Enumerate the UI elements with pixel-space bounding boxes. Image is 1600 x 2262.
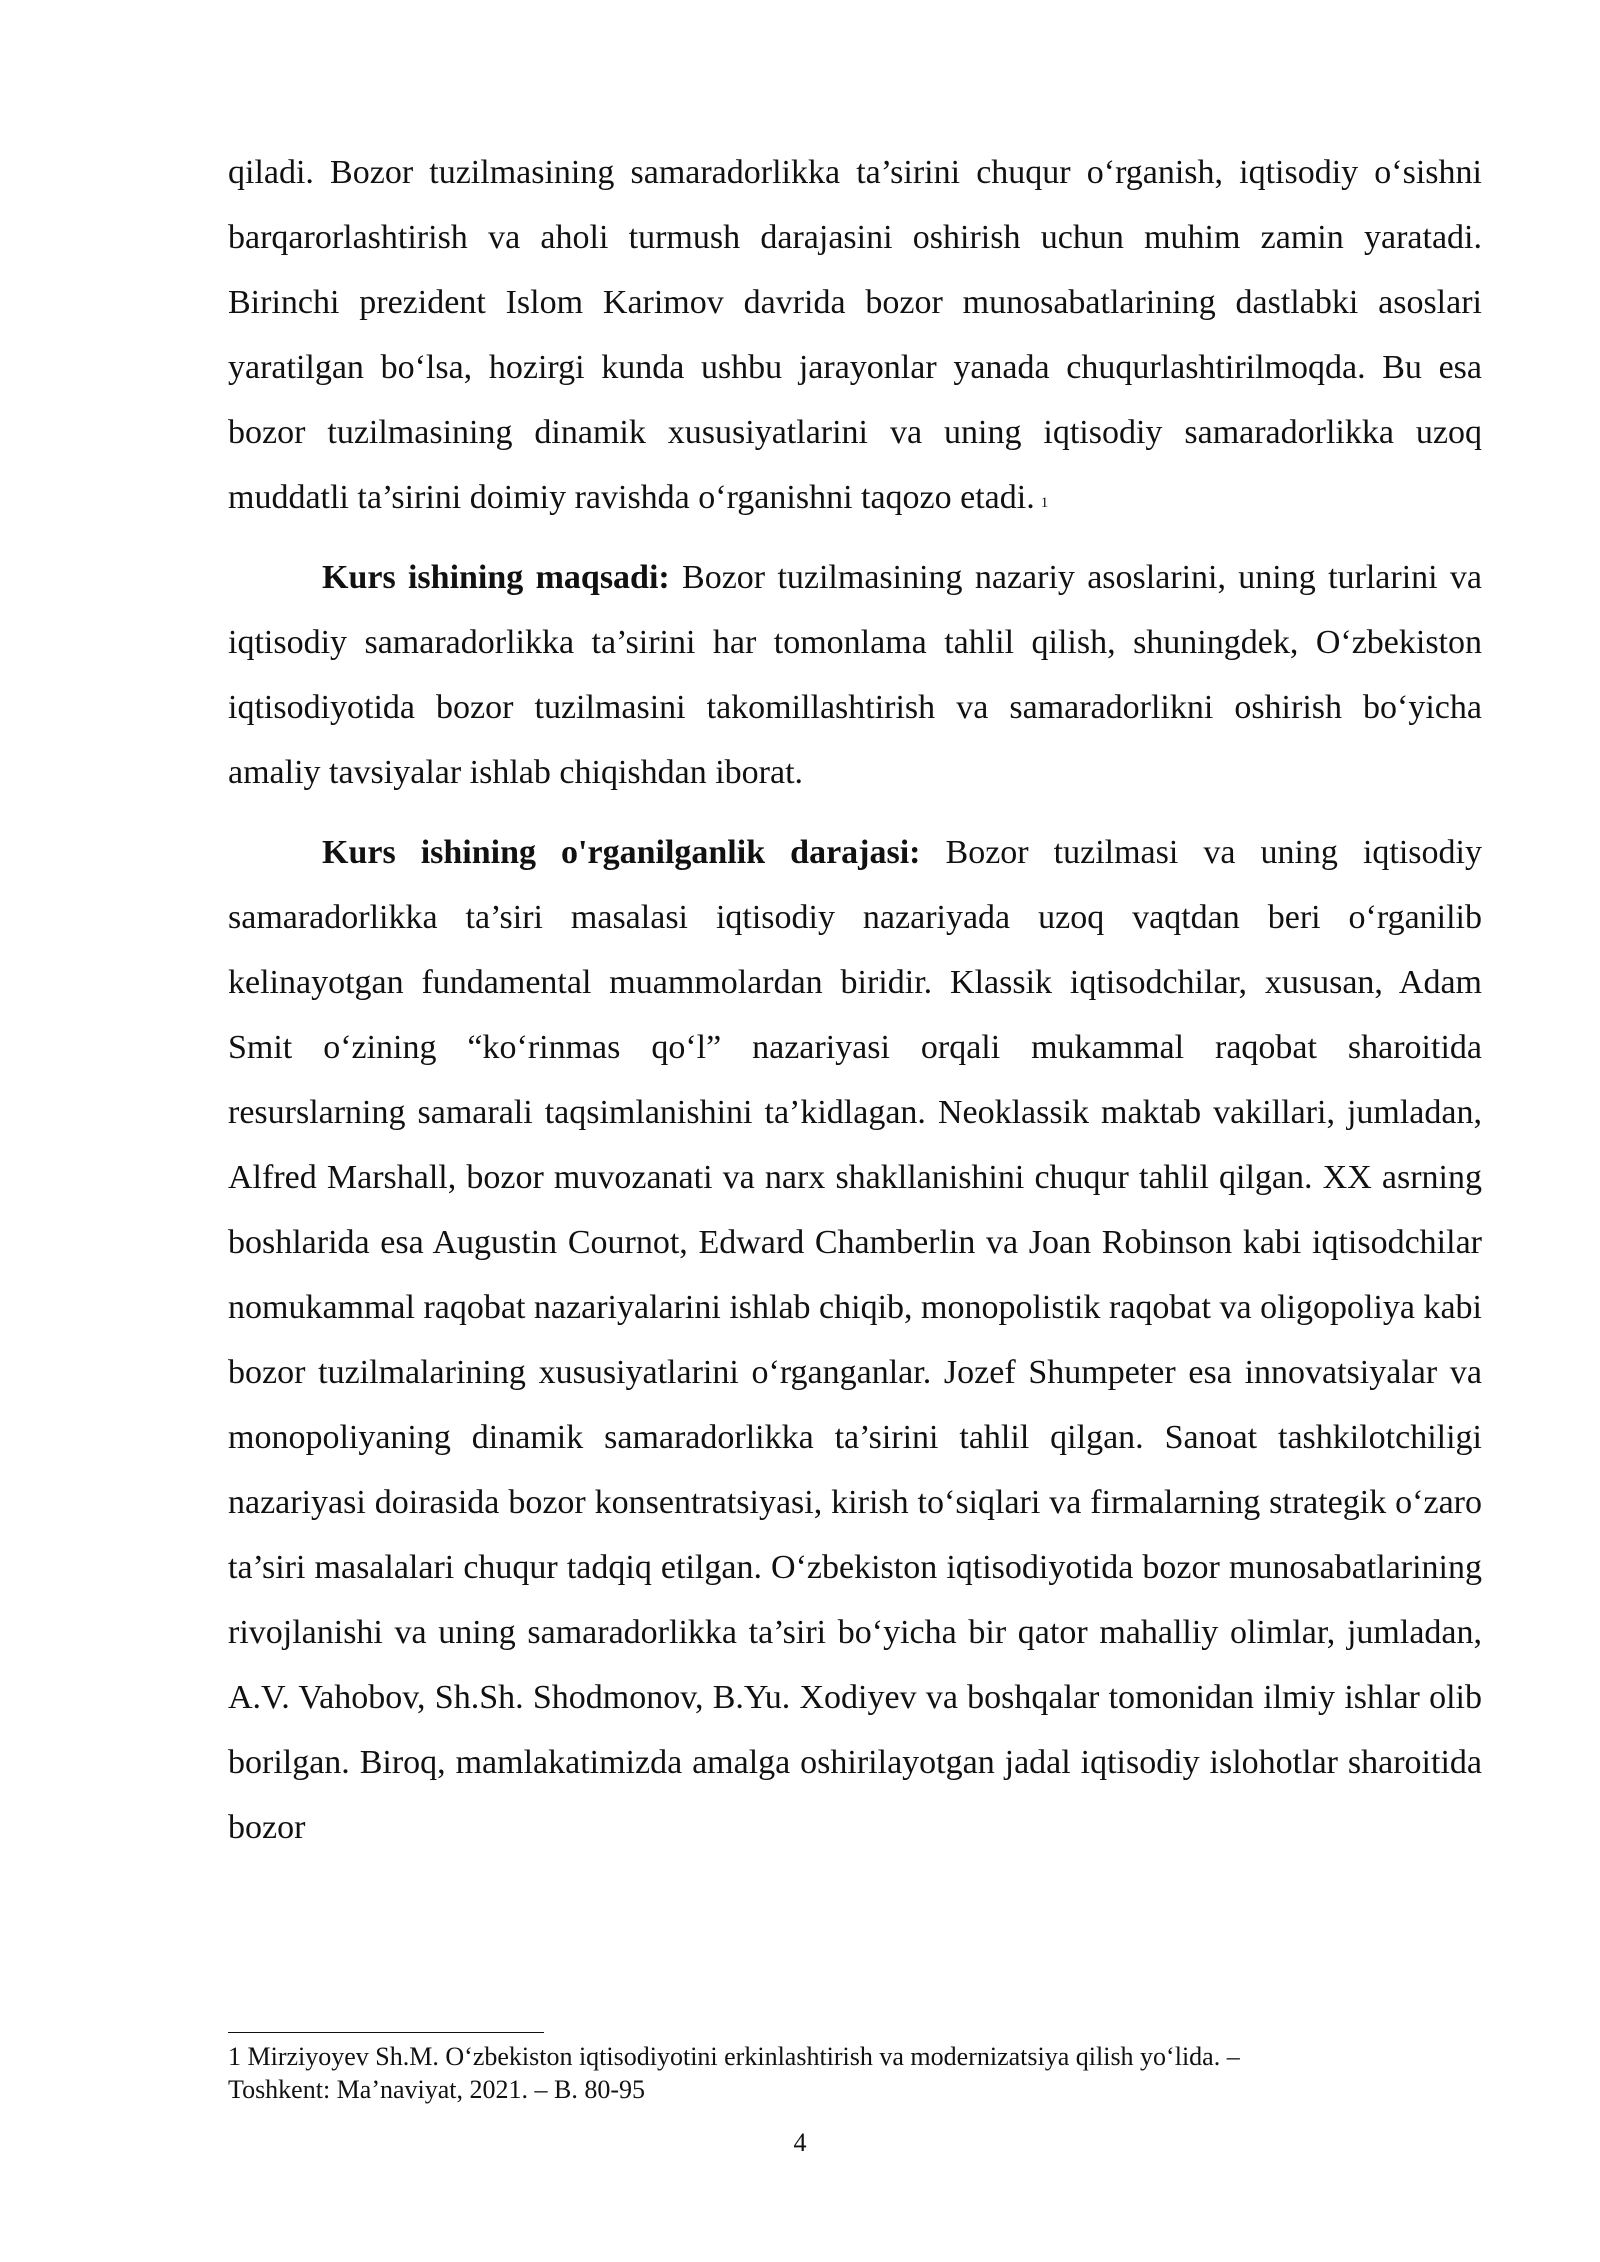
goal-paragraph [228,545,1482,805]
page-number: 4 [793,2128,807,2157]
study-heading: Kurs ishining o'rganilganlik darajasi: [322,834,921,871]
footnote-line-1: 1 Mirziyoyev Sh.M. O‘zbekiston iqtisodiyotini erkinlashtirish va modernizatsiya qilish yo‘lida. – [228,2042,1240,2071]
study-paragraph [228,820,1482,1860]
intro-paragraph [228,140,1482,530]
intro-text: qiladi. Bozor tuzilmasining samaradorlikka ta’sirini chuqur o‘rganish, iqtisodiy o‘sishni barqarorlashtirish va aholi turmush darajasini oshirish uchun muhim zamin yaratadi. Birinchi prezident Islom Karimov davrida bozor munosabatlarining dastlabki asoslari yaratilgan bo‘lsa, hozirgi kunda ushbu jarayonlar yanada chuqurlashtirilmoqda. Bu esa bozor tuzilmasining dinamik xususiyatlarini va uning iqtisodiy samaradorlikka uzoq muddatli ta’sirini doimiy ravishda o‘rganishni taqozo etadi. [228,154,1482,516]
footnote-reference[interactable]: 1 [1040,495,1049,511]
study-text: Bozor tuzilmasi va uning iqtisodiy samaradorlikka ta’siri masalasi iqtisodiy nazariyada uzoq vaqtdan beri o‘rganilib kelinayotgan fundamental muammolardan biridir. Klassik iqtisodchilar, xususan, Adam Smit o‘zining “ko‘rinmas qo‘l” nazariyasi orqali mukammal raqobat sharoitida resurslarning samarali taqsimlanishini ta’kidlagan. Neoklassik maktab vakillari, jumladan, Alfred Marshall, bozor muvozanati va narx shakllanishini chuqur tahlil qilgan. XX asrning boshlarida esa Augustin Cournot, Edward Chamberlin va Joan Robinson kabi iqtisodchilar nomukammal raqobat nazariyalarini ishlab chiqib, monopolistik raqobat va oligopoliya kabi bozor tuzilmalarining xususiyatlarini o‘rganganlar. Jozef Shumpeter esa innovatsiyalar va monopoliyaning dinamik samaradorlikka ta’sirini tahlil qilgan. Sanoat tashkilotchiligi nazariyasi doirasida bozor konsentratsiyasi, kirish to‘siqlari va firmalarning strategik o‘zaro ta’siri masalalari chuqur tadqiq etilgan. O‘zbekiston iqtisodiyotida bozor munosabatlarining rivojlanishi va uning samaradorlikka ta’siri bo‘yicha bir qator mahalliy olimlar, jumladan, A.V. Vahobov, Sh.Sh. Shodmonov, B.Yu. Xodiyev va boshqalar tomonidan ilmiy ishlar olib borilgan. Biroq, mamlakatimizda amalga oshirilayotgan jadal iqtisodiy islohotlar sharoitida bozor [228,834,1482,1846]
footnote-line-2: Toshkent: Ma’naviyat, 2021. – B. 80-95 [228,2075,646,2104]
footnote-separator [228,2032,544,2033]
goal-heading: Kurs ishining maqsadi: [322,559,670,596]
body-text [228,140,1482,1860]
footnote [228,2040,1482,2106]
goal-text: Bozor tuzilmasining nazariy asoslarini, uning turlarini va iqtisodiy samaradorlikka ta’sirini har tomonlama tahlil qilish, shuningdek, O‘zbekiston iqtisodiyotida bozor tuzilmasini takomillashtirish va samaradorlikni oshirish bo‘yicha amaliy tavsiyalar ishlab chiqishdan iborat. [228,559,1482,791]
